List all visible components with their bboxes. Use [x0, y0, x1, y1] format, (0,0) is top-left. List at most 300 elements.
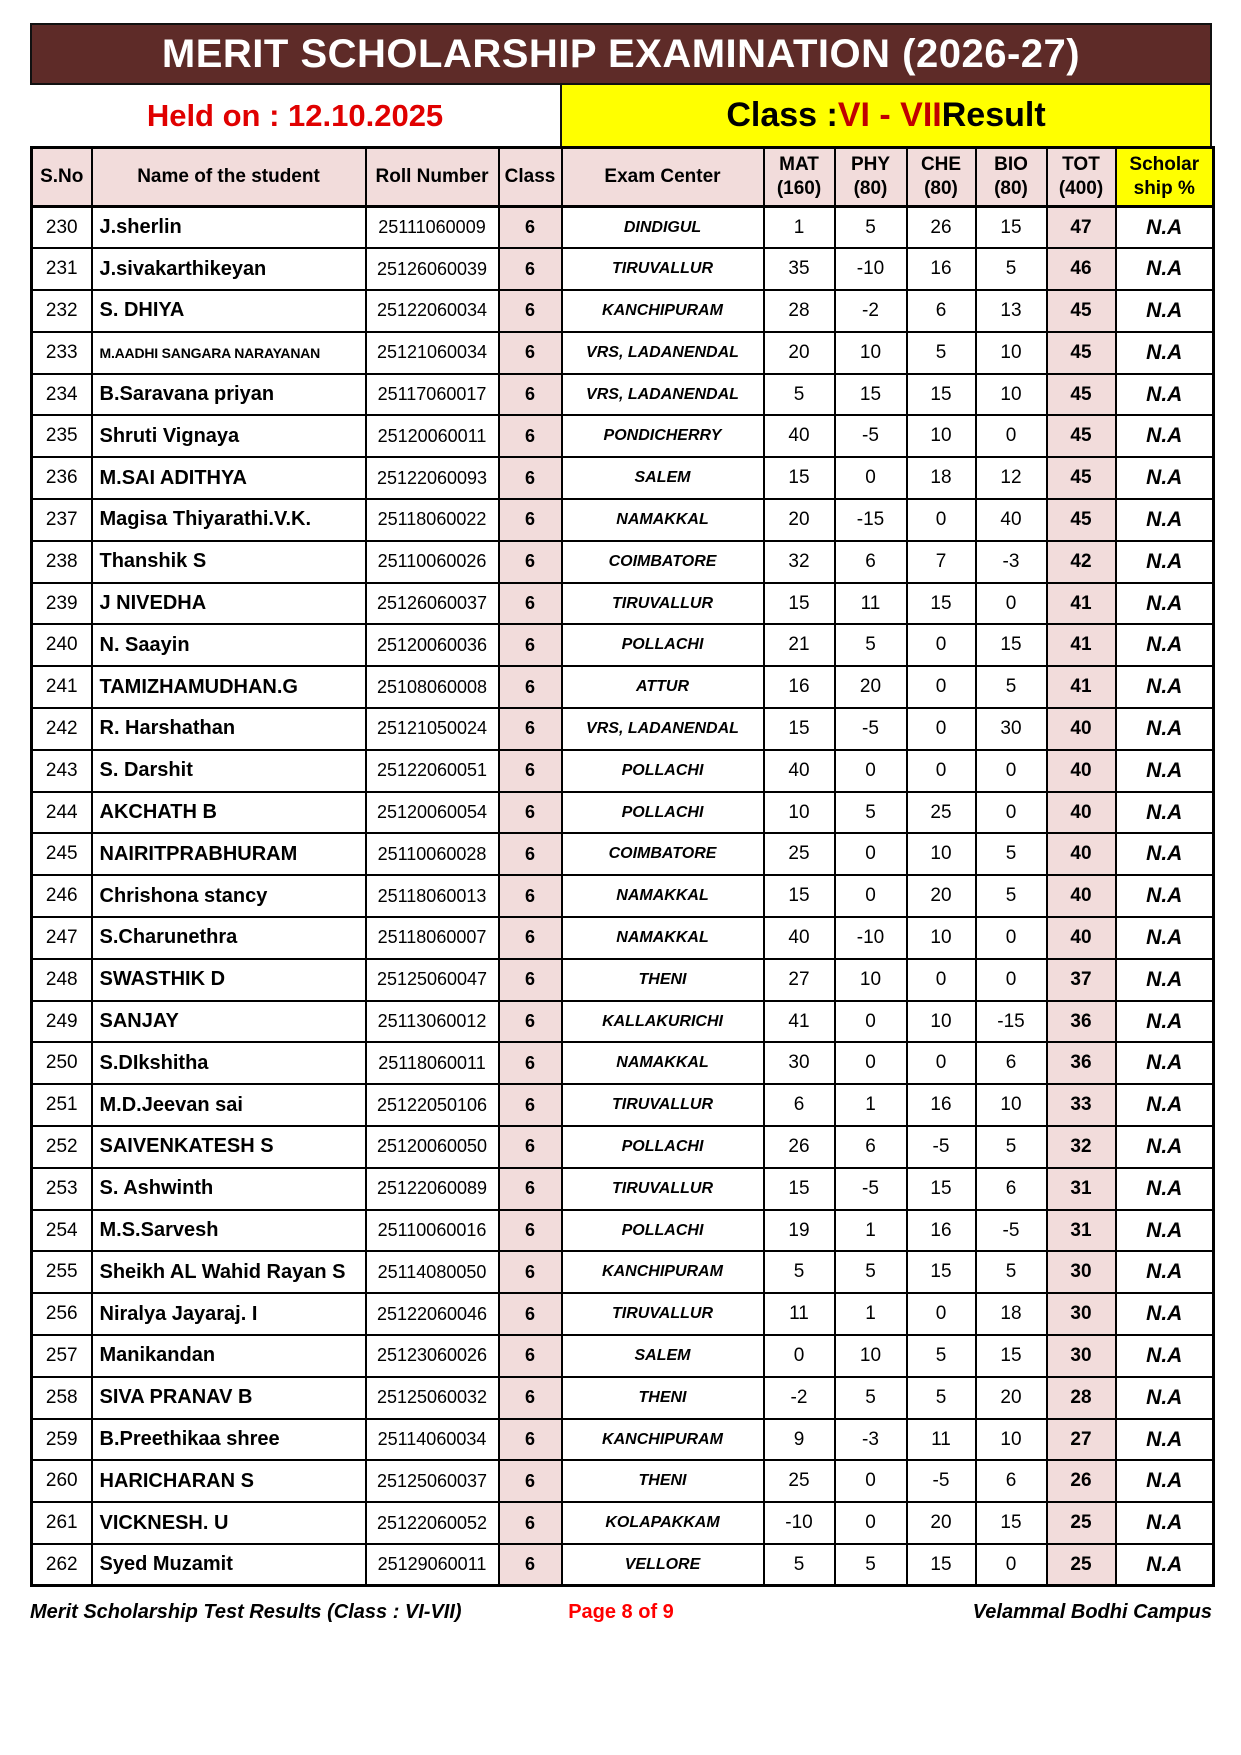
- cell-bio: 10: [976, 1419, 1047, 1461]
- cell-name: TAMIZHAMUDHAN.G: [92, 666, 366, 708]
- cell-sch: N.A: [1116, 624, 1214, 666]
- cell-sch: N.A: [1116, 875, 1214, 917]
- cell-sno: 262: [32, 1544, 92, 1586]
- cell-name: SANJAY: [92, 1001, 366, 1043]
- table-row: [32, 1460, 1214, 1502]
- cell-cls: 6: [499, 1544, 562, 1586]
- page-footer: [30, 1601, 1212, 1624]
- cell-roll: 25122050106: [366, 1084, 499, 1126]
- footer-report-title: Merit Scholarship Test Results (Class : VI-VII): [30, 1601, 462, 1624]
- cell-sch: N.A: [1116, 207, 1214, 249]
- cell-name: M.AADHI SANGARA NARAYANAN: [92, 332, 366, 374]
- cell-sno: 254: [32, 1210, 92, 1252]
- cell-mat: 27: [764, 959, 835, 1001]
- cell-sno: 242: [32, 708, 92, 750]
- cell-bio: 15: [976, 1335, 1047, 1377]
- cell-phy: 0: [835, 833, 907, 875]
- cell-tot: 45: [1047, 332, 1116, 374]
- cell-bio: 0: [976, 415, 1047, 457]
- cell-cls: 6: [499, 1251, 562, 1293]
- cell-sno: 230: [32, 207, 92, 249]
- cell-mat: 5: [764, 1251, 835, 1293]
- cell-sch: N.A: [1116, 1126, 1214, 1168]
- cell-sch: N.A: [1116, 1502, 1214, 1544]
- cell-name: S. Darshit: [92, 750, 366, 792]
- cell-center: COIMBATORE: [562, 833, 764, 875]
- table-row: [32, 1168, 1214, 1210]
- cell-roll: 25125060037: [366, 1460, 499, 1502]
- cell-sno: 251: [32, 1084, 92, 1126]
- cell-name: R. Harshathan: [92, 708, 366, 750]
- table-row: [32, 248, 1214, 290]
- cell-cls: 6: [499, 332, 562, 374]
- cell-tot: 31: [1047, 1210, 1116, 1252]
- cell-mat: 28: [764, 290, 835, 332]
- cell-phy: 10: [835, 1335, 907, 1377]
- cell-bio: 18: [976, 1293, 1047, 1335]
- cell-mat: 25: [764, 833, 835, 875]
- cell-mat: 5: [764, 374, 835, 416]
- cell-roll: 25118060022: [366, 499, 499, 541]
- cell-sno: 250: [32, 1042, 92, 1084]
- cell-phy: 10: [835, 332, 907, 374]
- cell-cls: 6: [499, 1084, 562, 1126]
- cell-center: DINDIGUL: [562, 207, 764, 249]
- cell-bio: 20: [976, 1377, 1047, 1419]
- cell-phy: -15: [835, 499, 907, 541]
- cell-name: Niralya Jayaraj. I: [92, 1293, 366, 1335]
- cell-center: VRS, LADANENDAL: [562, 332, 764, 374]
- cell-mat: 35: [764, 248, 835, 290]
- cell-phy: -10: [835, 248, 907, 290]
- cell-center: NAMAKKAL: [562, 499, 764, 541]
- cell-roll: 25122060034: [366, 290, 499, 332]
- table-row: [32, 708, 1214, 750]
- cell-tot: 27: [1047, 1419, 1116, 1461]
- page-title: [30, 23, 1212, 85]
- cell-sno: 233: [32, 332, 92, 374]
- cell-bio: 5: [976, 666, 1047, 708]
- cell-center: ATTUR: [562, 666, 764, 708]
- cell-roll: 25120060050: [366, 1126, 499, 1168]
- cell-tot: 41: [1047, 624, 1116, 666]
- cell-cls: 6: [499, 1377, 562, 1419]
- cell-mat: 26: [764, 1126, 835, 1168]
- cell-sno: 257: [32, 1335, 92, 1377]
- cell-tot: 40: [1047, 875, 1116, 917]
- cell-mat: 40: [764, 415, 835, 457]
- cell-che: 5: [907, 1335, 976, 1377]
- cell-roll: 25113060012: [366, 1001, 499, 1043]
- cell-center: THENI: [562, 959, 764, 1001]
- cell-phy: -10: [835, 917, 907, 959]
- cell-cls: 6: [499, 207, 562, 249]
- cell-center: KALLAKURICHI: [562, 1001, 764, 1043]
- cell-name: J.sherlin: [92, 207, 366, 249]
- cell-cls: 6: [499, 1042, 562, 1084]
- cell-name: S.DIkshitha: [92, 1042, 366, 1084]
- cell-sch: N.A: [1116, 1084, 1214, 1126]
- cell-phy: 0: [835, 750, 907, 792]
- cell-phy: -5: [835, 415, 907, 457]
- cell-sch: N.A: [1116, 1335, 1214, 1377]
- cell-mat: 40: [764, 750, 835, 792]
- cell-mat: -2: [764, 1377, 835, 1419]
- cell-tot: 30: [1047, 1251, 1116, 1293]
- cell-sch: N.A: [1116, 750, 1214, 792]
- table-row: [32, 1210, 1214, 1252]
- cell-mat: 20: [764, 499, 835, 541]
- cell-mat: 15: [764, 583, 835, 625]
- col-header-phy: PHY (80): [835, 148, 907, 207]
- cell-center: KOLAPAKKAM: [562, 1502, 764, 1544]
- table-row: [32, 750, 1214, 792]
- table-body: [32, 207, 1214, 1586]
- table-row: [32, 1335, 1214, 1377]
- cell-center: TIRUVALLUR: [562, 1293, 764, 1335]
- cell-cls: 6: [499, 833, 562, 875]
- cell-center: KANCHIPURAM: [562, 1419, 764, 1461]
- cell-cls: 6: [499, 541, 562, 583]
- cell-name: N. Saayin: [92, 624, 366, 666]
- cell-sno: 232: [32, 290, 92, 332]
- held-on-date: Held on : 12.10.2025: [146, 97, 444, 133]
- cell-sch: N.A: [1116, 499, 1214, 541]
- cell-che: 0: [907, 1042, 976, 1084]
- cell-sno: 256: [32, 1293, 92, 1335]
- cell-center: POLLACHI: [562, 792, 764, 834]
- cell-sch: N.A: [1116, 1293, 1214, 1335]
- cell-roll: 25129060011: [366, 1544, 499, 1586]
- cell-phy: 20: [835, 666, 907, 708]
- cell-center: VRS, LADANENDAL: [562, 708, 764, 750]
- cell-roll: 25122060046: [366, 1293, 499, 1335]
- cell-tot: 42: [1047, 541, 1116, 583]
- footer-campus-name: Velammal Bodhi Campus: [972, 1601, 1212, 1624]
- footer-page-number: Page 8 of 9: [568, 1601, 674, 1624]
- cell-tot: 41: [1047, 666, 1116, 708]
- table-row: [32, 1001, 1214, 1043]
- cell-sno: 255: [32, 1251, 92, 1293]
- cell-roll: 25120060036: [366, 624, 499, 666]
- cell-bio: 15: [976, 624, 1047, 666]
- col-header-tot: TOT (400): [1047, 148, 1116, 207]
- cell-phy: -2: [835, 290, 907, 332]
- table-row: [32, 1251, 1214, 1293]
- cell-sch: N.A: [1116, 290, 1214, 332]
- cell-bio: 0: [976, 917, 1047, 959]
- cell-tot: 45: [1047, 499, 1116, 541]
- cell-che: 0: [907, 624, 976, 666]
- cell-cls: 6: [499, 750, 562, 792]
- cell-bio: -15: [976, 1001, 1047, 1043]
- cell-che: 0: [907, 499, 976, 541]
- cell-bio: 6: [976, 1460, 1047, 1502]
- cell-center: VELLORE: [562, 1544, 764, 1586]
- page-title-text: MERIT SCHOLARSHIP EXAMINATION (2026-27): [161, 31, 1081, 76]
- table-row: [32, 541, 1214, 583]
- cell-roll: 25108060008: [366, 666, 499, 708]
- cell-sno: 243: [32, 750, 92, 792]
- cell-tot: 28: [1047, 1377, 1116, 1419]
- cell-cls: 6: [499, 499, 562, 541]
- table-row: [32, 833, 1214, 875]
- cell-center: TIRUVALLUR: [562, 1168, 764, 1210]
- cell-phy: 0: [835, 457, 907, 499]
- cell-sno: 238: [32, 541, 92, 583]
- cell-sno: 259: [32, 1419, 92, 1461]
- cell-center: THENI: [562, 1377, 764, 1419]
- cell-phy: 0: [835, 875, 907, 917]
- cell-sch: N.A: [1116, 1168, 1214, 1210]
- class-label: Class :: [726, 96, 838, 134]
- cell-cls: 6: [499, 1210, 562, 1252]
- cell-mat: 19: [764, 1210, 835, 1252]
- cell-roll: 25117060017: [366, 374, 499, 416]
- cell-center: POLLACHI: [562, 750, 764, 792]
- sub-header-row: [30, 85, 1212, 146]
- cell-name: Manikandan: [92, 1335, 366, 1377]
- cell-tot: 25: [1047, 1502, 1116, 1544]
- table-row: [32, 499, 1214, 541]
- cell-cls: 6: [499, 290, 562, 332]
- cell-phy: -3: [835, 1419, 907, 1461]
- cell-bio: 0: [976, 792, 1047, 834]
- cell-che: 20: [907, 875, 976, 917]
- cell-sch: N.A: [1116, 457, 1214, 499]
- cell-center: KANCHIPURAM: [562, 290, 764, 332]
- cell-name: Thanshik S: [92, 541, 366, 583]
- cell-roll: 25120060054: [366, 792, 499, 834]
- cell-sch: N.A: [1116, 1377, 1214, 1419]
- cell-sch: N.A: [1116, 959, 1214, 1001]
- cell-phy: 0: [835, 1001, 907, 1043]
- cell-sno: 260: [32, 1460, 92, 1502]
- cell-tot: 46: [1047, 248, 1116, 290]
- cell-cls: 6: [499, 708, 562, 750]
- cell-che: 5: [907, 332, 976, 374]
- cell-roll: 25122060051: [366, 750, 499, 792]
- cell-cls: 6: [499, 1126, 562, 1168]
- cell-cls: 6: [499, 248, 562, 290]
- cell-roll: 25114080050: [366, 1251, 499, 1293]
- cell-tot: 36: [1047, 1001, 1116, 1043]
- cell-name: S.Charunethra: [92, 917, 366, 959]
- cell-sch: N.A: [1116, 248, 1214, 290]
- table-row: [32, 917, 1214, 959]
- cell-name: SIVA PRANAV B: [92, 1377, 366, 1419]
- cell-cls: 6: [499, 666, 562, 708]
- cell-bio: 15: [976, 207, 1047, 249]
- table-row: [32, 666, 1214, 708]
- cell-roll: 25118060011: [366, 1042, 499, 1084]
- cell-bio: 12: [976, 457, 1047, 499]
- cell-sno: 236: [32, 457, 92, 499]
- cell-phy: 0: [835, 1460, 907, 1502]
- cell-roll: 25110060028: [366, 833, 499, 875]
- cell-phy: 1: [835, 1084, 907, 1126]
- cell-mat: 15: [764, 457, 835, 499]
- cell-name: AKCHATH B: [92, 792, 366, 834]
- cell-sch: N.A: [1116, 332, 1214, 374]
- cell-che: 0: [907, 750, 976, 792]
- cell-tot: 45: [1047, 290, 1116, 332]
- cell-cls: 6: [499, 792, 562, 834]
- cell-phy: 0: [835, 1042, 907, 1084]
- cell-phy: 6: [835, 1126, 907, 1168]
- cell-che: 0: [907, 666, 976, 708]
- cell-center: POLLACHI: [562, 624, 764, 666]
- cell-tot: 30: [1047, 1293, 1116, 1335]
- cell-name: S. Ashwinth: [92, 1168, 366, 1210]
- cell-sno: 246: [32, 875, 92, 917]
- cell-cls: 6: [499, 1460, 562, 1502]
- cell-che: -5: [907, 1460, 976, 1502]
- cell-roll: 25110060016: [366, 1210, 499, 1252]
- cell-che: 10: [907, 1001, 976, 1043]
- cell-bio: 5: [976, 1126, 1047, 1168]
- cell-center: TIRUVALLUR: [562, 1084, 764, 1126]
- cell-roll: 25125060047: [366, 959, 499, 1001]
- table-row: [32, 1419, 1214, 1461]
- cell-center: SALEM: [562, 1335, 764, 1377]
- cell-bio: 6: [976, 1042, 1047, 1084]
- cell-sch: N.A: [1116, 541, 1214, 583]
- table-row: [32, 1502, 1214, 1544]
- cell-phy: 0: [835, 1502, 907, 1544]
- cell-phy: -5: [835, 708, 907, 750]
- cell-sno: 239: [32, 583, 92, 625]
- cell-name: VICKNESH. U: [92, 1502, 366, 1544]
- cell-cls: 6: [499, 1293, 562, 1335]
- table-row: [32, 792, 1214, 834]
- cell-name: NAIRITPRABHURAM: [92, 833, 366, 875]
- cell-che: 26: [907, 207, 976, 249]
- cell-bio: 10: [976, 1084, 1047, 1126]
- cell-cls: 6: [499, 1502, 562, 1544]
- cell-sno: 234: [32, 374, 92, 416]
- cell-center: COIMBATORE: [562, 541, 764, 583]
- cell-roll: 25121060034: [366, 332, 499, 374]
- cell-tot: 40: [1047, 917, 1116, 959]
- table-row: [32, 1084, 1214, 1126]
- col-header-mat: MAT (160): [764, 148, 835, 207]
- cell-che: 20: [907, 1502, 976, 1544]
- cell-sno: 253: [32, 1168, 92, 1210]
- cell-center: KANCHIPURAM: [562, 1251, 764, 1293]
- cell-tot: 30: [1047, 1335, 1116, 1377]
- table-row: [32, 1042, 1214, 1084]
- cell-cls: 6: [499, 624, 562, 666]
- cell-cls: 6: [499, 1168, 562, 1210]
- cell-bio: 0: [976, 959, 1047, 1001]
- cell-tot: 41: [1047, 583, 1116, 625]
- cell-sno: 248: [32, 959, 92, 1001]
- cell-bio: 5: [976, 833, 1047, 875]
- cell-tot: 45: [1047, 457, 1116, 499]
- cell-phy: 5: [835, 207, 907, 249]
- cell-bio: 0: [976, 750, 1047, 792]
- cell-tot: 36: [1047, 1042, 1116, 1084]
- cell-mat: 41: [764, 1001, 835, 1043]
- cell-tot: 33: [1047, 1084, 1116, 1126]
- cell-mat: 5: [764, 1544, 835, 1586]
- cell-center: NAMAKKAL: [562, 1042, 764, 1084]
- cell-phy: 10: [835, 959, 907, 1001]
- cell-phy: 15: [835, 374, 907, 416]
- table-row: [32, 875, 1214, 917]
- table-row: [32, 1377, 1214, 1419]
- cell-tot: 37: [1047, 959, 1116, 1001]
- cell-phy: 1: [835, 1210, 907, 1252]
- cell-sch: N.A: [1116, 1001, 1214, 1043]
- cell-bio: 6: [976, 1168, 1047, 1210]
- cell-mat: 32: [764, 541, 835, 583]
- cell-name: M.S.Sarvesh: [92, 1210, 366, 1252]
- cell-mat: 1: [764, 207, 835, 249]
- cell-phy: 5: [835, 624, 907, 666]
- table-row: [32, 1126, 1214, 1168]
- cell-sch: N.A: [1116, 833, 1214, 875]
- cell-center: SALEM: [562, 457, 764, 499]
- cell-roll: 25114060034: [366, 1419, 499, 1461]
- cell-bio: -3: [976, 541, 1047, 583]
- col-header-che: CHE (80): [907, 148, 976, 207]
- table-row: [32, 290, 1214, 332]
- cell-tot: 40: [1047, 708, 1116, 750]
- cell-center: NAMAKKAL: [562, 875, 764, 917]
- cell-tot: 26: [1047, 1460, 1116, 1502]
- cell-cls: 6: [499, 1419, 562, 1461]
- cell-che: 11: [907, 1419, 976, 1461]
- cell-tot: 47: [1047, 207, 1116, 249]
- table-row: [32, 457, 1214, 499]
- cell-cls: 6: [499, 959, 562, 1001]
- cell-mat: 21: [764, 624, 835, 666]
- table-header-row: [32, 148, 1214, 207]
- cell-che: 16: [907, 248, 976, 290]
- cell-che: -5: [907, 1126, 976, 1168]
- col-header-bio: BIO (80): [976, 148, 1047, 207]
- cell-sch: N.A: [1116, 917, 1214, 959]
- cell-che: 15: [907, 1544, 976, 1586]
- cell-mat: 25: [764, 1460, 835, 1502]
- cell-mat: 9: [764, 1419, 835, 1461]
- col-header-center: Exam Center: [562, 148, 764, 207]
- cell-center: TIRUVALLUR: [562, 248, 764, 290]
- cell-che: 15: [907, 374, 976, 416]
- cell-mat: 30: [764, 1042, 835, 1084]
- cell-sno: 245: [32, 833, 92, 875]
- cell-bio: 5: [976, 875, 1047, 917]
- cell-name: SWASTHIK D: [92, 959, 366, 1001]
- col-header-sno: S.No: [32, 148, 92, 207]
- cell-mat: 6: [764, 1084, 835, 1126]
- cell-phy: 11: [835, 583, 907, 625]
- cell-roll: 25123060026: [366, 1335, 499, 1377]
- table-row: [32, 415, 1214, 457]
- cell-center: THENI: [562, 1460, 764, 1502]
- cell-mat: 15: [764, 708, 835, 750]
- cell-phy: 5: [835, 1544, 907, 1586]
- cell-sno: 241: [32, 666, 92, 708]
- cell-roll: 25126060039: [366, 248, 499, 290]
- cell-bio: 5: [976, 1251, 1047, 1293]
- cell-bio: 0: [976, 1544, 1047, 1586]
- cell-sno: 237: [32, 499, 92, 541]
- cell-che: 0: [907, 1293, 976, 1335]
- cell-sch: N.A: [1116, 1251, 1214, 1293]
